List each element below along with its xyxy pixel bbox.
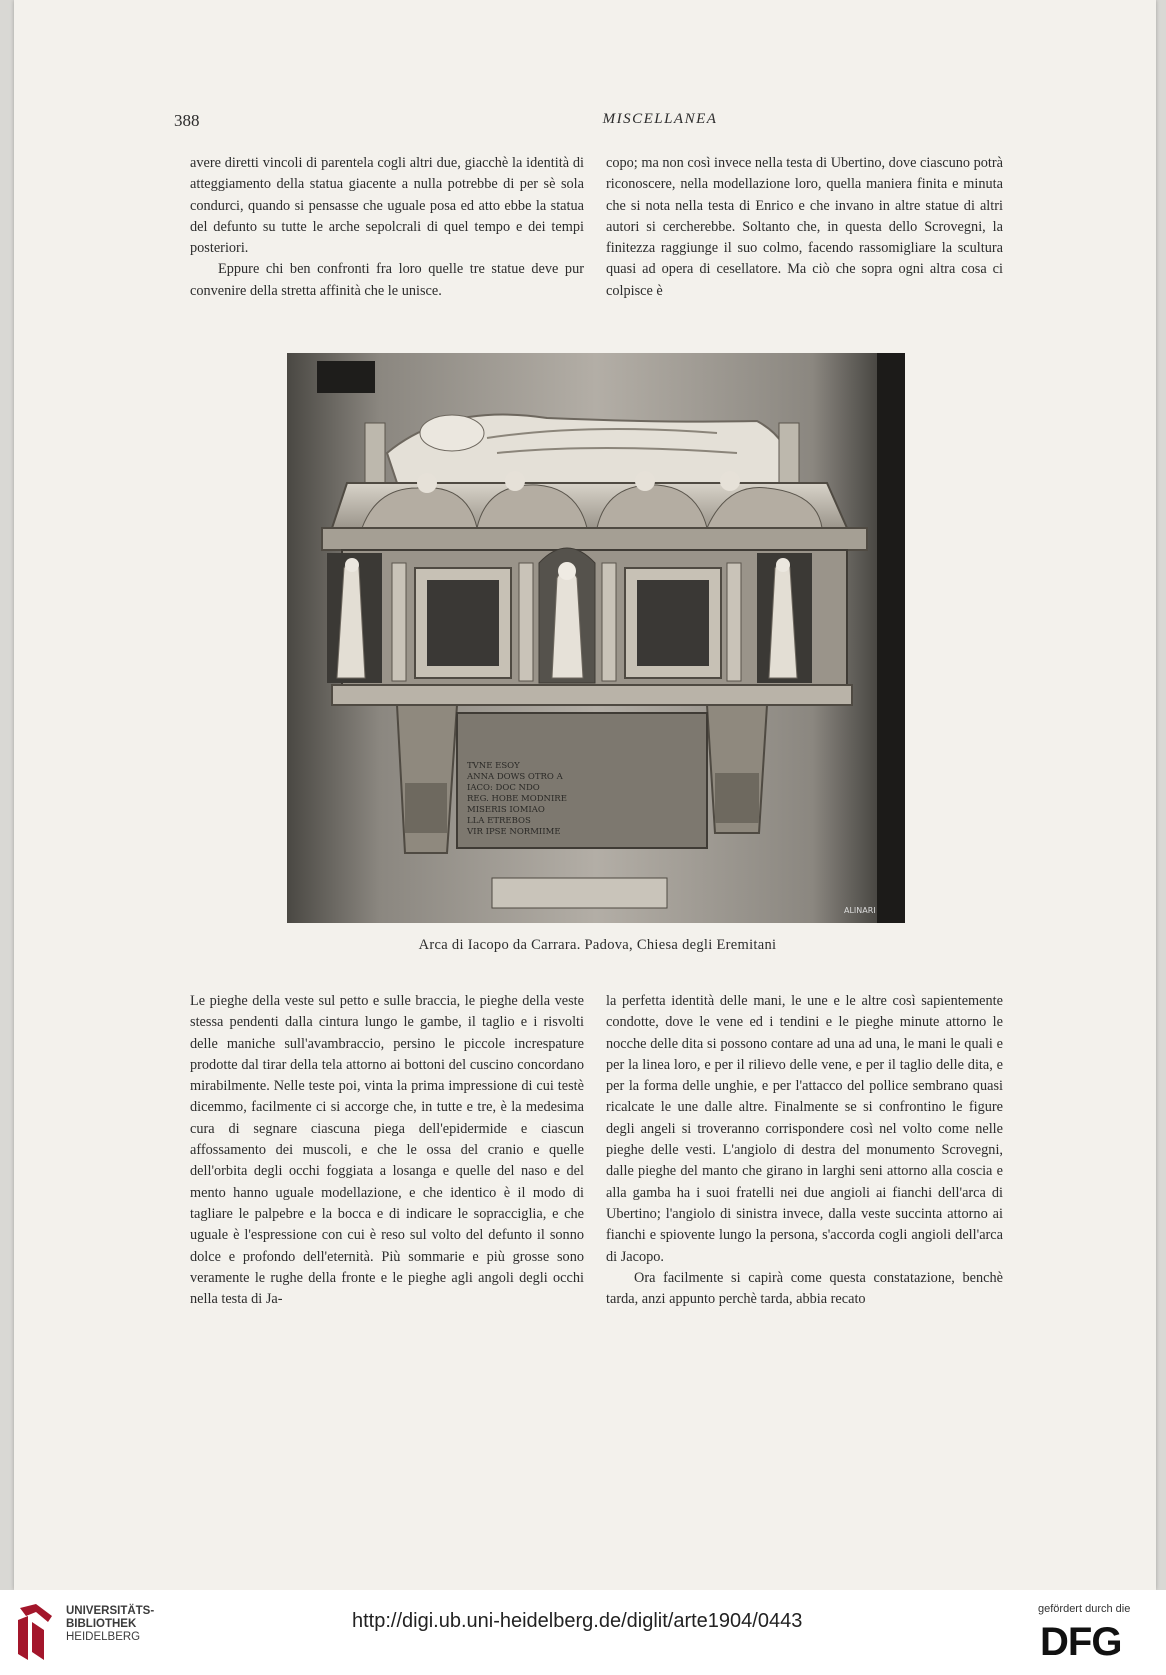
paragraph: Ora facilmente si capirà come questa constatazione, benchè tarda, anzi appunto perchè tarda, abbia recato — [606, 1269, 1003, 1308]
inscription-line: VIR IPSE NORMIIME — [467, 827, 561, 837]
inscription-line: ANNA DOWS OTRO A — [467, 772, 563, 782]
text-column-top-left — [190, 153, 584, 302]
inscription-line: MISERIS IOMIAO — [467, 805, 545, 815]
page-number: 388 — [174, 111, 200, 130]
inscription-line: REG. HOBE MODNIRE — [467, 794, 567, 804]
dfg-logo: DFG — [1040, 1620, 1122, 1664]
text-column-bottom-left — [190, 991, 584, 1310]
paragraph: copo; ma non così invece nella testa di Ubertino, dove ciascuno potrà riconoscere, nella modellazione loro, quella maniera finita e minuta che si nota nella testa di Enrico e che invano in altre statue di altri autori si cercherebbe. Soltanto che, in questa dello Scrovegni, la finitezza raggiunge il suo colmo, facendo rassomigliare la scultura quasi ad opera di cesellatore. Ma ciò che sopra ogni altra cosa ci colpisce è — [606, 155, 1004, 299]
library-name: UNIVERSITÄTS- BIBLIOTHEK HEIDELBERG — [66, 1605, 155, 1643]
university-library-logo-icon — [14, 1602, 58, 1664]
permalink[interactable]: http://digi.ub.uni-heidelberg.de/diglit/arte1904/0443 — [352, 1610, 803, 1632]
funded-by-label: gefördert durch die — [1038, 1603, 1131, 1615]
text-column-top-right — [606, 153, 1003, 302]
text-column-bottom-right — [606, 991, 1003, 1310]
figure-caption: Arca di Iacopo da Carrara. Padova, Chiesa degli Eremitani — [418, 937, 777, 953]
tomb-photograph — [287, 353, 905, 923]
inscription-line: TVNE ESOY — [467, 761, 520, 771]
paragraph: avere diretti vincoli di parentela cogli altri due, giacchè la identità di atteggiamento della statua giacente a nulla potrebbe di per sè sola condurci, quando si pensasse che uguale posa ed atto ebbe la statua del defunto su tutte le arche sepolcrali di quel tempo e dei tempi posteriori. — [190, 155, 584, 257]
tomb-illustration — [287, 353, 905, 923]
running-title: MISCELLANEA — [602, 111, 718, 127]
inscription-line: LLA ETREBOS — [467, 816, 531, 826]
photo-credit: ALINARI — [844, 906, 876, 915]
inscription-line: IACO: DOC NDO — [467, 783, 540, 793]
paragraph: Eppure chi ben confronti fra loro quelle tre statue deve pur convenire della stretta affinità che le unisce. — [190, 261, 584, 299]
paragraph: Le pieghe della veste sul petto e sulle braccia, le pieghe della veste stessa pendenti dalla cintura lungo le gambe, il taglio e i risvolti delle maniche sull'avambraccio, persino le piccole increspature prodotte dal tirar della tela attorno ai bottoni del cuscino concordano mirabilmente. Nelle teste poi, vinta la prima impressione di cui testè dicemmo, facilmente ci si accorge che, in tutte e tre, è la medesima cura di segnare ciascuna piega dell'epidermide e ciascun affossamento dei muscoli, e che le ossa del cranio e quelle dell'orbita degli occhi foggiata a losanga e quelle del naso e del mento hanno uguale modellazione, e che identico è il modo di tagliare le palpebre e la bocca e di indicare le sopracciglia, e che uguale è l'espressione con cui è reso sul volto del defunto il sonno dolce e profondo dell'eternità. Più sommarie e più grosse sono veramente le rughe della fronte e le pieghe agli angoli degli occhi nella testa di Ja- — [190, 993, 584, 1308]
paragraph: la perfetta identità delle mani, le une e le altre così sapientemente condotte, dove le vene ed i tendini e le pieghe minute attorno le nocche delle dita si possono contare ad una ad una, le mani le quali e per la linea loro, e per il rilievo delle vene, e per il taglio delle dita, e per la forma delle unghie, e per l'attacco del pollice sembrano quasi ricalcate le une dalle altre. Finalmente se si confrontino le figure degli angeli si troveranno corrispondere così nel volto come nelle pieghe delle vesti. L'angiolo di destra del monumento Scrovegni, dalle pieghe del manto che girano in larghi seni attorno alla coscia e alla gamba ha i suoi fratelli nei due angioli ai fianchi dell'arca di Ubertino; l'angiolo di sinistra invece, dalla veste succinta attorno ai fianchi e spiovente lungo la persona, s'accorda cogli angioli dell'arca di Jacopo. — [606, 993, 1003, 1265]
